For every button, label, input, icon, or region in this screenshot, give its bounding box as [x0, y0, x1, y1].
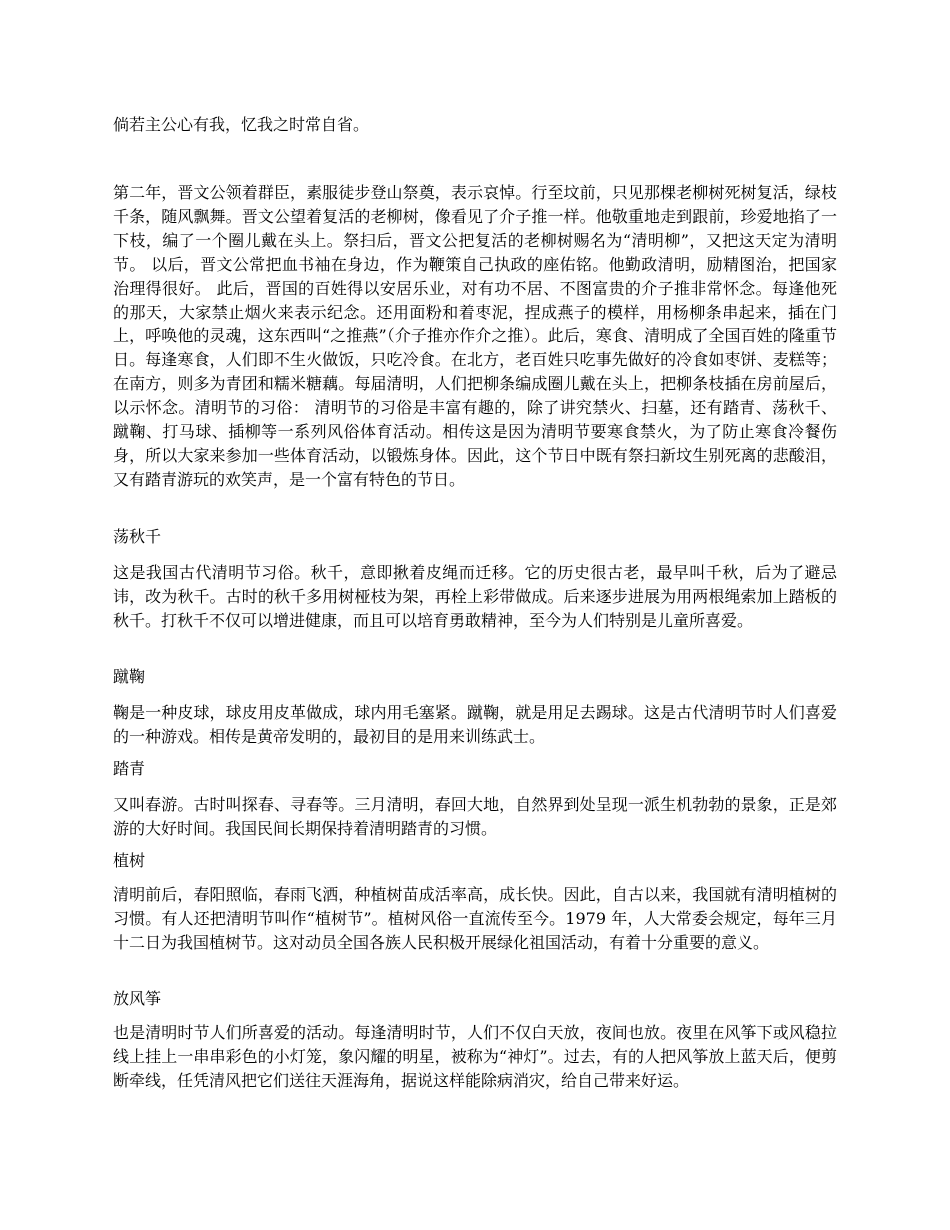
section-text-cuju: 鞠是一种皮球，球皮用皮革做成，球内用毛塞紧。蹴鞠，就是用足去踢球。这是古代清明节时人们喜爱的一种游戏。相传是黄帝发明的，最初目的是用来训练武士。 [113, 703, 837, 746]
section-text-kite: 也是清明时节人们所喜爱的活动。每逢清明时节，人们不仅白天放，夜间也放。夜里在风筝下或风稳拉线上挂上一串串彩色的小灯笼，象闪耀的明星，被称为“神灯”。过去，有的人把风筝放上蓝天后，便剪断牵线，任凭清风把它们送往天涯海角，据说这样能除病消灾，给自己带来好运。 [113, 1023, 837, 1090]
section-text-swing: 这是我国古代清明节习俗。秋千，意即揪着皮绳而迁移。它的历史很古老，最早叫千秋，后为了避忌讳，改为秋千。古时的秋千多用树桠枝为架，再栓上彩带做成。后来逐步进展为用两根绳索加上踏板的秋千。打秋千不仅可以增进健康，而且可以培育勇敢精神，至今为人们特别是儿童所喜爱。 [113, 563, 837, 630]
section-heading-kite: 放风筝 [113, 989, 162, 1008]
main-paragraph: 第二年，晋文公领着群臣，素服徒步登山祭奠，表示哀悼。行至坟前，只见那棵老柳树死树复活，绿枝千条，随风飘舞。晋文公望着复活的老柳树，像看见了介子推一样。他敬重地走到跟前，珍爱地掐了一下枝，编了一个圈儿戴在头上。祭扫后，晋文公把复活的老柳树赐名为“清明柳”，又把这天定为清明节。 以后，晋文公常把血书袖在身边，作为鞭策自己执政的座佑铭。他勤政清明，励精图治，把国家治理得很好。 此后，晋国的百姓得以安居乐业，对有功不居、不图富贵的介子推非常怀念。每逢他死的那天，大家禁止烟火来表示纪念。还用面粉和着枣泥，捏成燕子的模样，用杨柳条串起来，插在门上，呼唤他的灵魂，这东西叫“之推燕”（介子推亦作介之推）。此后，寒食、清明成了全国百姓的隆重节日。每逢寒食，人们即不生火做饭，只吃冷食。在北方，老百姓只吃事先做好的冷食如枣饼、麦糕等；在南方，则多为青团和糯米糖藕。每届清明，人们把柳条编成圈儿戴在头上，把柳条枝插在房前屋后，以示怀念。清明节的习俗： 清明节的习俗是丰富有趣的，除了讲究禁火、扫墓，还有踏青、荡秋千、蹴鞠、打马球、插柳等一系列风俗体育活动。相传这是因为清明节要寒食禁火，为了防止寒食冷餐伤身，所以大家来参加一些体育活动，以锻炼身体。因此，这个节日中既有祭扫新坟生别死离的悲酸泪，又有踏青游玩的欢笑声，是一个富有特色的节日。 [113, 183, 837, 489]
section-text-outing: 又叫春游。古时叫探春、寻春等。三月清明，春回大地，自然界到处呈现一派生机勃勃的景象，正是郊游的大好时间。我国民间长期保持着清明踏青的习惯。 [113, 795, 837, 838]
section-heading-cuju: 蹴鞠 [113, 667, 146, 686]
section-heading-outing: 踏青 [113, 759, 146, 778]
section-heading-tree-planting: 植树 [113, 851, 146, 870]
section-text-tree-planting: 清明前后，春阳照临，春雨飞洒，种植树苗成活率高，成长快。因此，自古以来，我国就有清明植树的习惯。有人还把清明节叫作“植树节”。植树风俗一直流传至今。1979 年，人大常委会规定，每年三月十二日为我国植树节。这对动员全国各族人民积极开展绿化祖国活动，有着十分重要的意义。 [113, 885, 837, 952]
intro-line: 倘若主公心有我，忆我之时常自省。 [113, 115, 370, 134]
section-heading-swing: 荡秋千 [113, 527, 162, 546]
